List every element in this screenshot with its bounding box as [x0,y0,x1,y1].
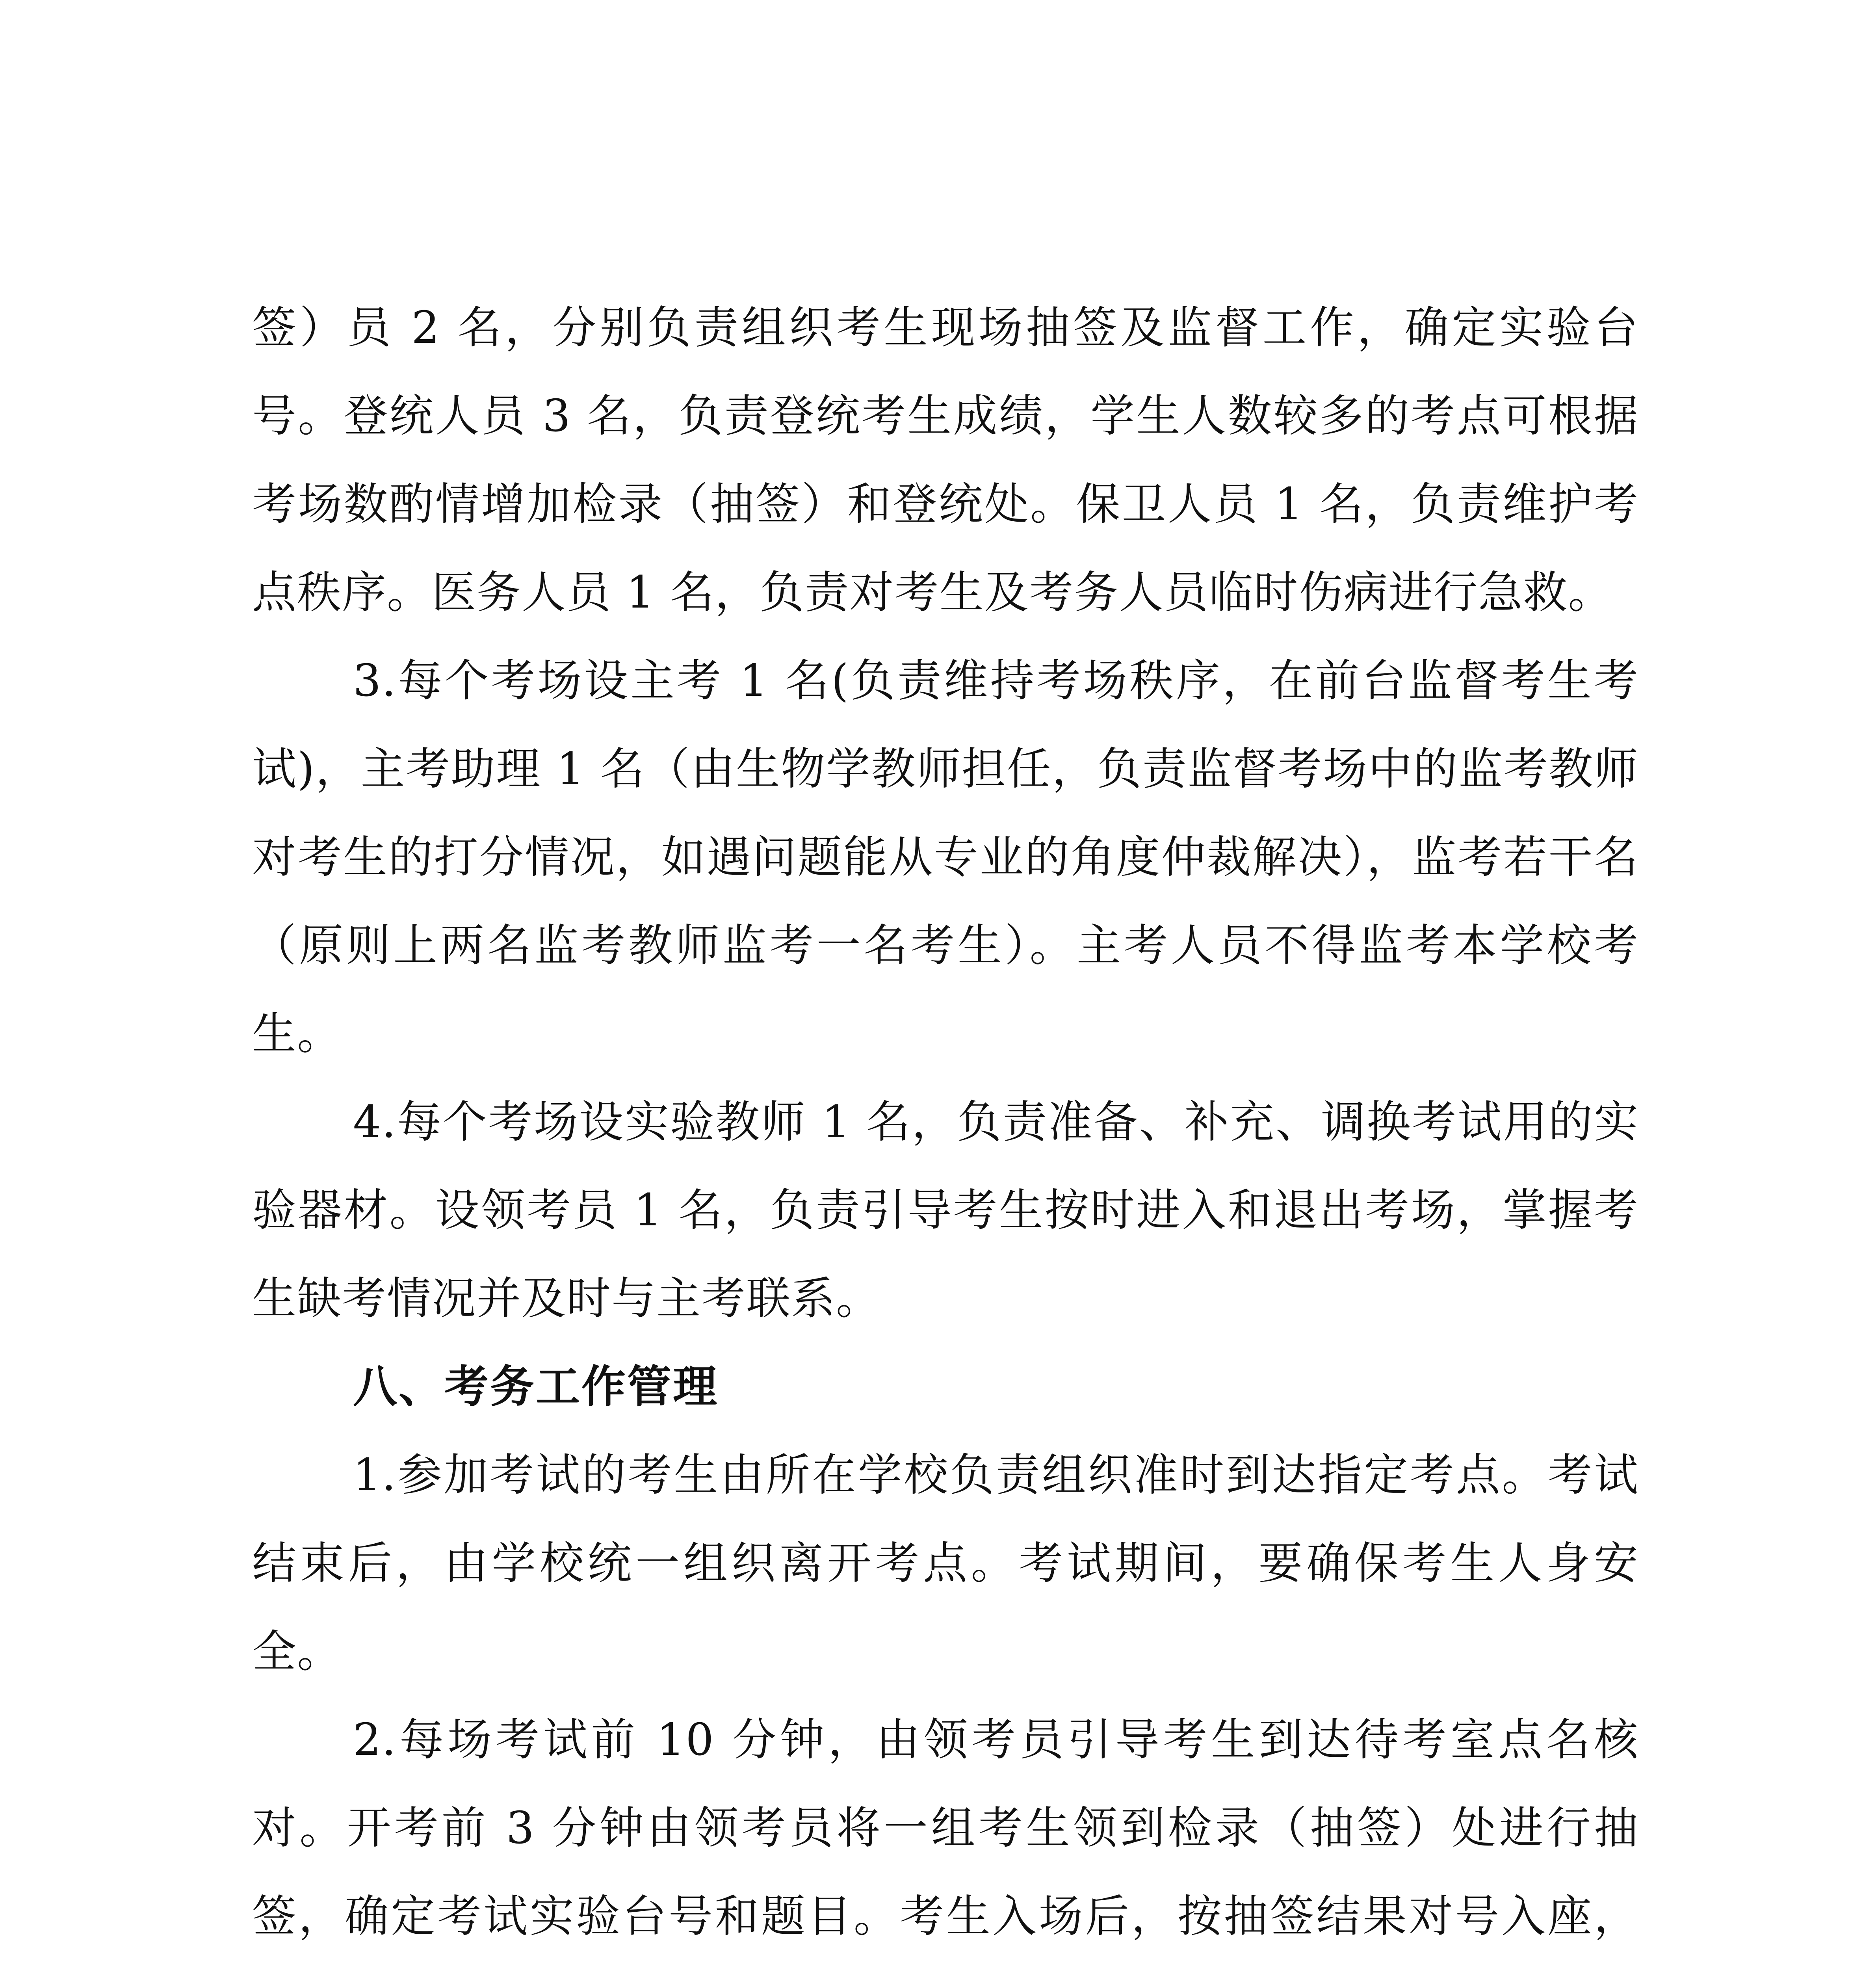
section-heading-exam-management: 八、考务工作管理 [353,1361,719,1412]
paragraph-item-2-procedure: 2.每场考试前 10 分钟，由领考员引导考生到达待考室点名核对。开考前 3 分钟由领考员将一组考生领到检录（抽签）处进行抽签，确定考试实验台号和题目。考生入场后，按抽签结果对号入座， [252,1714,1639,1942]
paragraph-item-3-examiners: 3.每个考场设主考 1 名(负责维持考场秩序，在前台监督考生考试)，主考助理 1 名（由生物学教师担任，负责监督考场中的监考教师对考生的打分情况，如遇问题能从专业的角度仲裁解决），监考若干名（原则上两名监考教师监考一名考生）。主考人员不得监考本学校考生。 [252,655,1639,1059]
paragraph-continued-staffing: 签）员 2 名，分别负责组织考生现场抽签及监督工作，确定实验台号。登统人员 3 名，负责登统考生成绩，学生人数较多的考点可根据考场数酌情增加检录（抽签）和登统处。保卫人员 1 名，负责维护考点秩序。医务人员 1 名，负责对考生及考务人员临时伤病进行急救。 [252,302,1639,618]
paragraph-item-4-lab-teacher: 4.每个考场设实验教师 1 名，负责准备、补充、调换考试用的实验器材。设领考员 1 名，负责引导考生按时进入和退出考场，掌握考生缺考情况并及时与主考联系。 [252,1097,1639,1324]
document-body [252,284,1639,1970]
paragraph-item-1-attendance: 1.参加考试的考生由所在学校负责组织准时到达指定考点。考试结束后，由学校统一组织离开考点。考试期间，要确保考生人身安全。 [252,1450,1639,1677]
